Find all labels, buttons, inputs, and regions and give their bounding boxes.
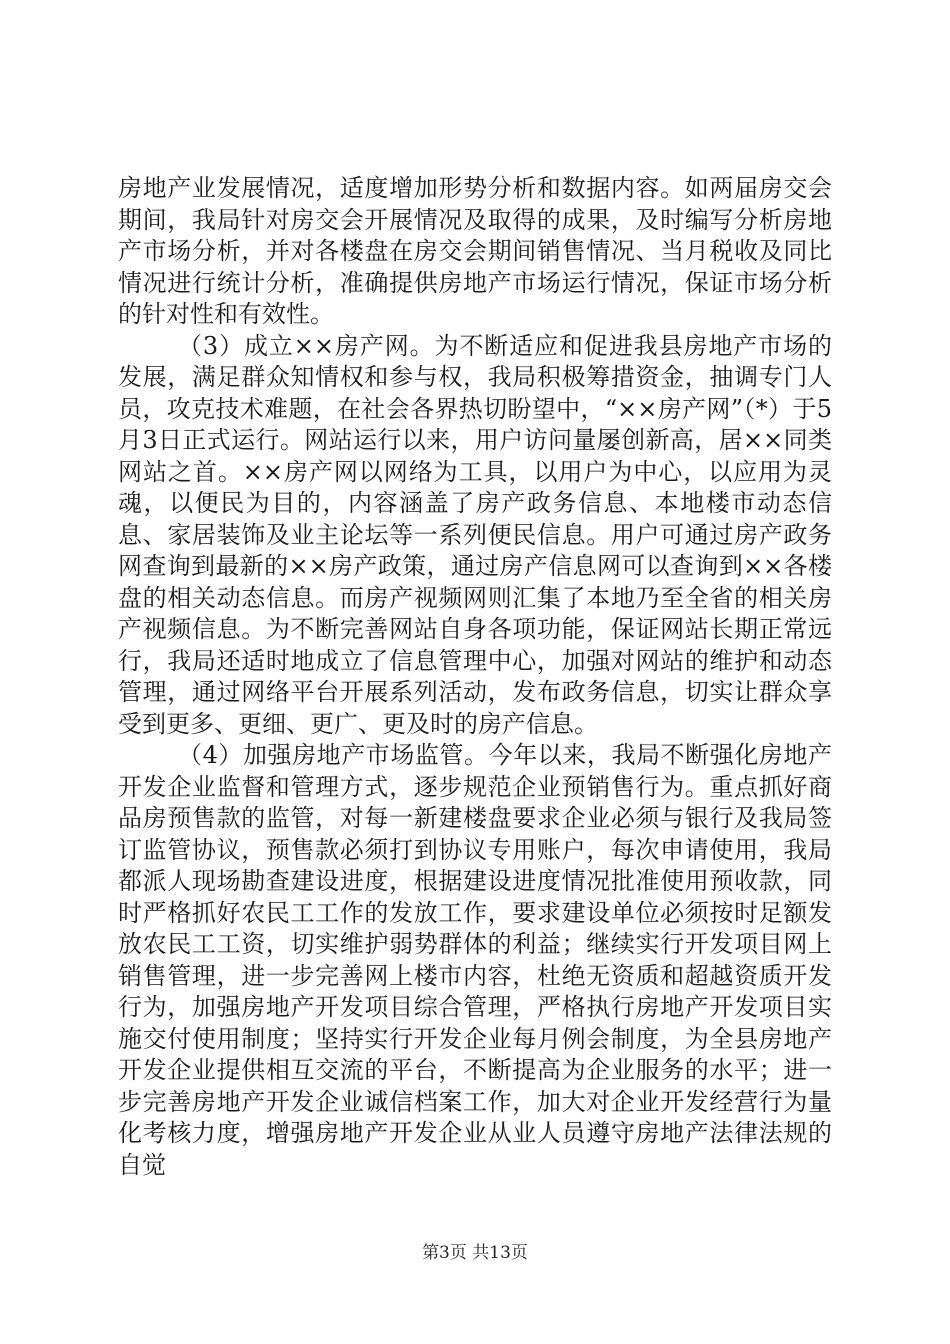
- paragraph-section-3: （3）成立××房产网。为不断适应和促进我县房地产市场的发展，满足群众知情权和参与权，我局积极筹措资金，抽调专门人员，攻克技术难题，在社会各界热切盼望中，“××房产网”（*）于5月3日正式运行。网站运行以来，用户访问量屡创新高，居××同类网站之首。××房产网以网络为工具，以用户为中心，以应用为灵魂，以便民为目的，内容涵盖了房产政务信息、本地楼市动态信息、家居装饰及业主论坛等一系列便民信息。用户可通过房产政务网查询到最新的××房产政策，通过房产信息网可以查询到××各楼盘的相关动态信息。而房产视频网则汇集了本地乃至全省的相关房产视频信息。为不断完善网站自身各项功能，保证网站长期正常远行，我局还适时地成立了信息管理中心，加强对网站的维护和动态管理，通过网络平台开展系列活动，发布政务信息，切实让群众享受到更多、更细、更广、更及时的房产信息。: [118, 331, 832, 738]
- page-footer: [0, 1238, 950, 1263]
- document-body: [118, 173, 832, 1181]
- paragraph-continuation: 房地产业发展情况，适度增加形势分析和数据内容。如两届房交会期间，我局针对房交会开展情况及取得的成果，及时编写分析房地产市场分析，并对各楼盘在房交会期间销售情况、当月税收及同比情况进行统计分析，准确提供房地产市场运行情况，保证市场分析的针对性和有效性。: [118, 174, 832, 328]
- page-number: 第3页 共13页: [422, 1243, 528, 1263]
- paragraph-section-4: （4）加强房地产市场监管。今年以来，我局不断强化房地产开发企业监督和管理方式，逐步规范企业预销售行为。重点抓好商品房预售款的监管，对每一新建楼盘要求企业必须与银行及我局签订监管协议，预售款必须打到协议专用账户，每次申请使用，我局都派人现场勘查建设进度，根据建设进度情况批准使用预收款，同时严格抓好农民工工作的发放工作，要求建设单位必须按时足额发放农民工工资，切实维护弱势群体的利益；继续实行开发项目网上销售管理，进一步完善网上楼市内容，杜绝无资质和超越资质开发行为，加强房地产开发项目综合管理，严格执行房地产开发项目实施交付使用制度；坚持实行开发企业每月例会制度，为全县房地产开发企业提供相互交流的平台，不断提高为企业服务的水平；进一步完善房地产开发企业诚信档案工作，加大对企业开发经营行为量化考核力度，增强房地产开发企业从业人员遵守房地产法律法规的自觉: [118, 741, 832, 1179]
